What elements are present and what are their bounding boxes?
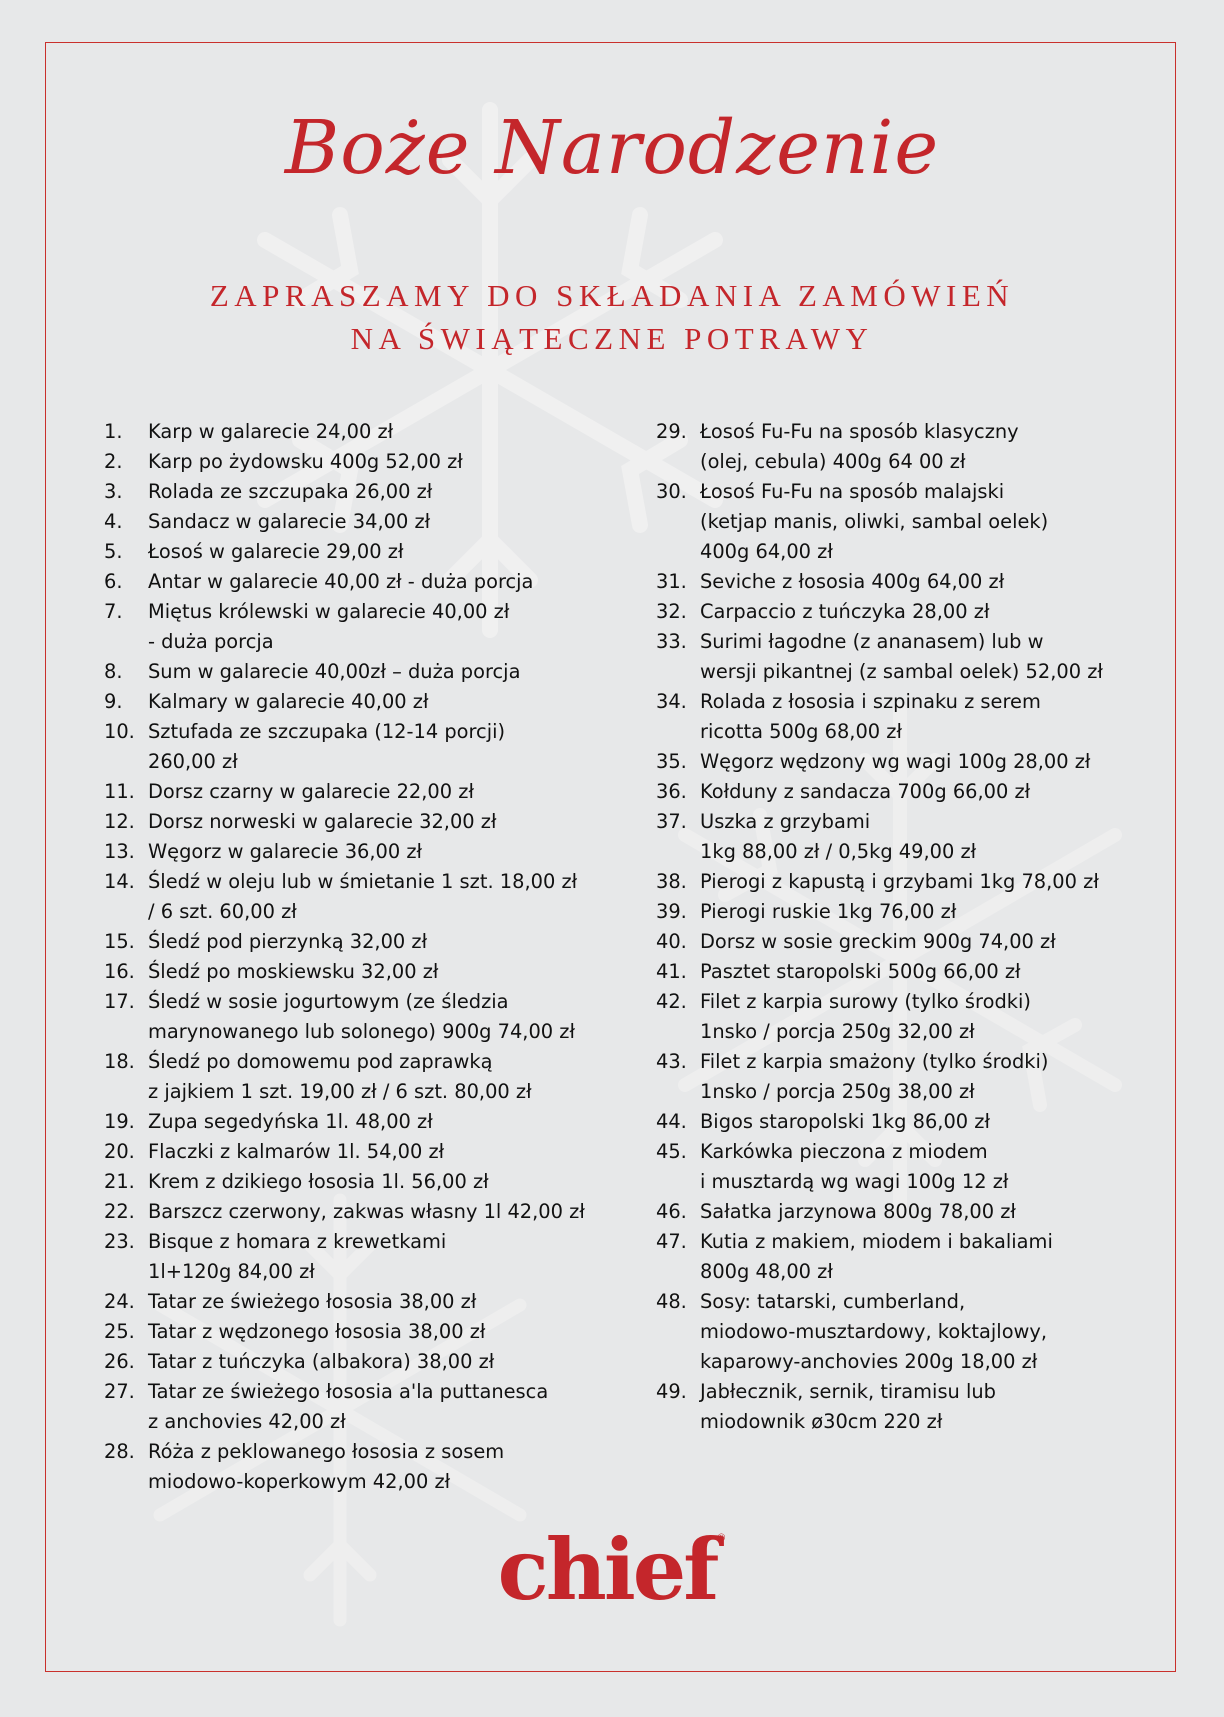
menu-item-number: 15. <box>104 930 135 953</box>
menu-item <box>104 1347 664 1377</box>
menu-item <box>104 1137 664 1167</box>
menu-list-right <box>656 417 1156 1437</box>
menu-item-text: Sandacz w galarecie 34,00 zł <box>148 510 431 533</box>
menu-item <box>104 957 664 987</box>
menu-item <box>104 477 664 507</box>
menu-item <box>104 417 664 447</box>
menu-item-number: 12. <box>104 810 135 833</box>
menu-item-number: 6. <box>104 570 123 593</box>
menu-item-number: 35. <box>656 750 687 773</box>
menu-item <box>656 1197 1156 1227</box>
menu-item-number: 17. <box>104 990 135 1013</box>
menu-item-text: Rolada ze szczupaka 26,00 zł <box>148 480 433 503</box>
menu-item-text: Karp po żydowsku 400g 52,00 zł <box>148 450 463 473</box>
menu-item <box>656 1287 1156 1377</box>
menu-item-number: 30. <box>656 480 687 503</box>
menu-item <box>104 567 664 597</box>
menu-item-text: Tatar ze świeżego łososia 38,00 zł <box>148 1290 477 1313</box>
menu-item <box>104 1167 664 1197</box>
menu-item <box>104 1437 664 1497</box>
menu-item-text: Róża z peklowanego łososia z sosem miodowo-koperkowym 42,00 zł <box>148 1440 505 1493</box>
menu-item-text: Krem z dzikiego łososia 1l. 56,00 zł <box>148 1170 489 1193</box>
menu-item-number: 33. <box>656 630 687 653</box>
menu-item <box>104 1377 664 1437</box>
menu-item-text: Sałatka jarzynowa 800g 78,00 zł <box>700 1200 1016 1223</box>
menu-item-text: Kalmary w galarecie 40,00 zł <box>148 690 429 713</box>
menu-item <box>656 1047 1156 1107</box>
menu-item-text: Dorsz w sosie greckim 900g 74,00 zł <box>700 930 1056 953</box>
menu-item-number: 9. <box>104 690 123 713</box>
menu-item-text: Bisque z homara z krewetkami 1l+120g 84,00 zł <box>148 1230 447 1283</box>
subtitle-line-1: ZAPRASZAMY DO SKŁADANIA ZAMÓWIEŃ <box>209 278 1015 313</box>
menu-item <box>656 1377 1156 1437</box>
menu-item-text: Kołduny z sandacza 700g 66,00 zł <box>700 780 1031 803</box>
menu-item <box>656 897 1156 927</box>
menu-item-text: Łosoś w galarecie 29,00 zł <box>148 540 404 563</box>
menu-list-left <box>104 417 664 1497</box>
menu-item-number: 36. <box>656 780 687 803</box>
page-title: Boże Narodzenie <box>284 105 940 191</box>
menu-item-number: 46. <box>656 1200 687 1223</box>
menu-item-number: 31. <box>656 570 687 593</box>
menu-item-text: Antar w galarecie 40,00 zł - duża porcja <box>148 570 534 593</box>
menu-item-number: 47. <box>656 1230 687 1253</box>
menu-item <box>104 1197 664 1227</box>
menu-item-number: 49. <box>656 1380 687 1403</box>
menu-item-number: 45. <box>656 1140 687 1163</box>
menu-item-text: Węgorz wędzony wg wagi 100g 28,00 zł <box>700 750 1091 773</box>
menu-item-number: 34. <box>656 690 687 713</box>
menu-item-text: Pasztet staropolski 500g 66,00 zł <box>700 960 1021 983</box>
menu-item-number: 1. <box>104 420 123 443</box>
menu-item-text: Flaczki z kalmarów 1l. 54,00 zł <box>148 1140 445 1163</box>
menu-item-text: Sum w galarecie 40,00zł – duża porcja <box>148 660 521 683</box>
menu-item-text: Sztufada ze szczupaka (12-14 porcji) 260,00 zł <box>148 720 506 773</box>
menu-item <box>656 1137 1156 1197</box>
menu-item-number: 37. <box>656 810 687 833</box>
menu-item-text: Bigos staropolski 1kg 86,00 zł <box>700 1110 990 1133</box>
logo-text: chief <box>497 1520 717 1619</box>
menu-item-number: 43. <box>656 1050 687 1073</box>
menu-item-number: 44. <box>656 1110 687 1133</box>
brand-logo <box>0 1520 1224 1619</box>
menu-item <box>104 717 664 777</box>
menu-item <box>104 837 664 867</box>
menu-item <box>656 1227 1156 1287</box>
menu-item-text: Sosy: tatarski, cumberland, miodowo-musztardowy, koktajlowy, kaparowy-anchovies 200g 18,00 zł <box>700 1290 1048 1373</box>
menu-item <box>656 747 1156 777</box>
menu-item-number: 22. <box>104 1200 135 1223</box>
menu-item-number: 25. <box>104 1320 135 1343</box>
menu-item-text: Pierogi z kapustą i grzybami 1kg 78,00 zł <box>700 870 1099 893</box>
menu-item-number: 5. <box>104 540 123 563</box>
menu-item-text: Karkówka pieczona z miodem i musztardą wg wagi 100g 12 zł <box>700 1140 1009 1193</box>
menu-item-text: Łosoś Fu-Fu na sposób klasyczny (olej, cebula) 400g 64 00 zł <box>700 420 1019 473</box>
menu-item <box>104 507 664 537</box>
menu-item-text: Pierogi ruskie 1kg 76,00 zł <box>700 900 957 923</box>
menu-item-text: Seviche z łososia 400g 64,00 zł <box>700 570 1005 593</box>
registered-mark: ® <box>716 1533 727 1544</box>
subtitle-line-2: NA ŚWIĄTECZNE POTRAWY <box>350 321 874 356</box>
menu-item-number: 27. <box>104 1380 135 1403</box>
menu-item <box>656 687 1156 747</box>
menu-item <box>104 1047 664 1107</box>
menu-item-text: Surimi łagodne (z ananasem) lub w wersji pikantnej (z sambal oelek) 52,00 zł <box>700 630 1103 683</box>
menu-item-number: 28. <box>104 1440 135 1463</box>
menu-item-text: Tatar z wędzonego łososia 38,00 zł <box>148 1320 486 1343</box>
menu-item <box>656 957 1156 987</box>
menu-item <box>104 777 664 807</box>
menu-item <box>104 597 664 657</box>
menu-item <box>104 1227 664 1287</box>
menu-item-number: 39. <box>656 900 687 923</box>
menu-item <box>656 927 1156 957</box>
menu-item-text: Tatar z tuńczyka (albakora) 38,00 zł <box>148 1350 495 1373</box>
menu-item-number: 21. <box>104 1170 135 1193</box>
menu-item <box>656 417 1156 477</box>
menu-item <box>656 807 1156 867</box>
menu-item-number: 18. <box>104 1050 135 1073</box>
menu-item <box>656 597 1156 627</box>
menu-item-text: Kutia z makiem, miodem i bakaliami 800g 48,00 zł <box>700 1230 1053 1283</box>
menu-item <box>104 1107 664 1137</box>
menu-item-number: 4. <box>104 510 123 533</box>
menu-item <box>656 627 1156 687</box>
menu-item-text: Łosoś Fu-Fu na sposób malajski (ketjap manis, oliwki, sambal oelek) 400g 64,00 zł <box>700 480 1049 563</box>
menu-item-number: 16. <box>104 960 135 983</box>
menu-item-text: Filet z karpia smażony (tylko środki) 1nsko / porcja 250g 38,00 zł <box>700 1050 1049 1103</box>
menu-item-number: 10. <box>104 720 135 743</box>
menu-item-text: Śledź po domowemu pod zaprawką z jajkiem 1 szt. 19,00 zł / 6 szt. 80,00 zł <box>148 1050 532 1103</box>
menu-item-text: Filet z karpia surowy (tylko środki) 1nsko / porcja 250g 32,00 zł <box>700 990 1031 1043</box>
menu-item-number: 8. <box>104 660 123 683</box>
menu-item-text: Dorsz norweski w galarecie 32,00 zł <box>148 810 497 833</box>
menu-item <box>656 567 1156 597</box>
menu-item-text: Węgorz w galarecie 36,00 zł <box>148 840 423 863</box>
menu-item <box>104 1287 664 1317</box>
menu-item-text: Uszka z grzybami 1kg 88,00 zł / 0,5kg 49,00 zł <box>700 810 977 863</box>
menu-item <box>656 987 1156 1047</box>
menu-item-number: 19. <box>104 1110 135 1133</box>
menu-item-text: Śledź po moskiewsku 32,00 zł <box>148 960 439 983</box>
menu-item <box>656 477 1156 567</box>
menu-item-number: 29. <box>656 420 687 443</box>
menu-item-number: 13. <box>104 840 135 863</box>
menu-item-number: 42. <box>656 990 687 1013</box>
menu-item-text: Rolada z łososia i szpinaku z serem ricotta 500g 68,00 zł <box>700 690 1041 743</box>
menu-item <box>656 867 1156 897</box>
menu-item-text: Carpaccio z tuńczyka 28,00 zł <box>700 600 990 623</box>
menu-item-number: 41. <box>656 960 687 983</box>
menu-item <box>656 1107 1156 1137</box>
menu-item-text: Karp w galarecie 24,00 zł <box>148 420 394 443</box>
menu-item <box>104 657 664 687</box>
menu-item-number: 3. <box>104 480 123 503</box>
menu-item-text: Śledź w oleju lub w śmietanie 1 szt. 18,00 zł / 6 szt. 60,00 zł <box>148 870 578 923</box>
menu-item-text: Śledź pod pierzynką 32,00 zł <box>148 930 428 953</box>
menu-item-text: Barszcz czerwony, zakwas własny 1l 42,00 zł <box>148 1200 585 1223</box>
menu-item <box>104 867 664 927</box>
menu-item-text: Miętus królewski w galarecie 40,00 zł - duża porcja <box>148 600 510 653</box>
menu-item <box>656 777 1156 807</box>
menu-item-number: 23. <box>104 1230 135 1253</box>
menu-item-text: Śledź w sosie jogurtowym (ze śledzia marynowanego lub solonego) 900g 74,00 zł <box>148 990 576 1043</box>
menu-item-number: 20. <box>104 1140 135 1163</box>
menu-item-text: Dorsz czarny w galarecie 22,00 zł <box>148 780 474 803</box>
menu-item-number: 14. <box>104 870 135 893</box>
menu-item-number: 7. <box>104 600 123 623</box>
menu-item <box>104 987 664 1047</box>
menu-item <box>104 447 664 477</box>
menu-item <box>104 687 664 717</box>
menu-item <box>104 1317 664 1347</box>
menu-item-text: Zupa segedyńska 1l. 48,00 zł <box>148 1110 433 1133</box>
menu-item-text: Tatar ze świeżego łososia a'la puttanesca z anchovies 42,00 zł <box>148 1380 549 1433</box>
menu-item <box>104 537 664 567</box>
menu-item-number: 38. <box>656 870 687 893</box>
menu-item-number: 11. <box>104 780 135 803</box>
menu-item <box>104 927 664 957</box>
menu-item-number: 2. <box>104 450 123 473</box>
menu-item-number: 24. <box>104 1290 135 1313</box>
menu-item-number: 26. <box>104 1350 135 1373</box>
menu-item-number: 32. <box>656 600 687 623</box>
menu-item-number: 40. <box>656 930 687 953</box>
menu-item-number: 48. <box>656 1290 687 1313</box>
menu-item-text: Jabłecznik, sernik, tiramisu lub miodownik ø30cm 220 zł <box>700 1380 996 1433</box>
menu-item <box>104 807 664 837</box>
